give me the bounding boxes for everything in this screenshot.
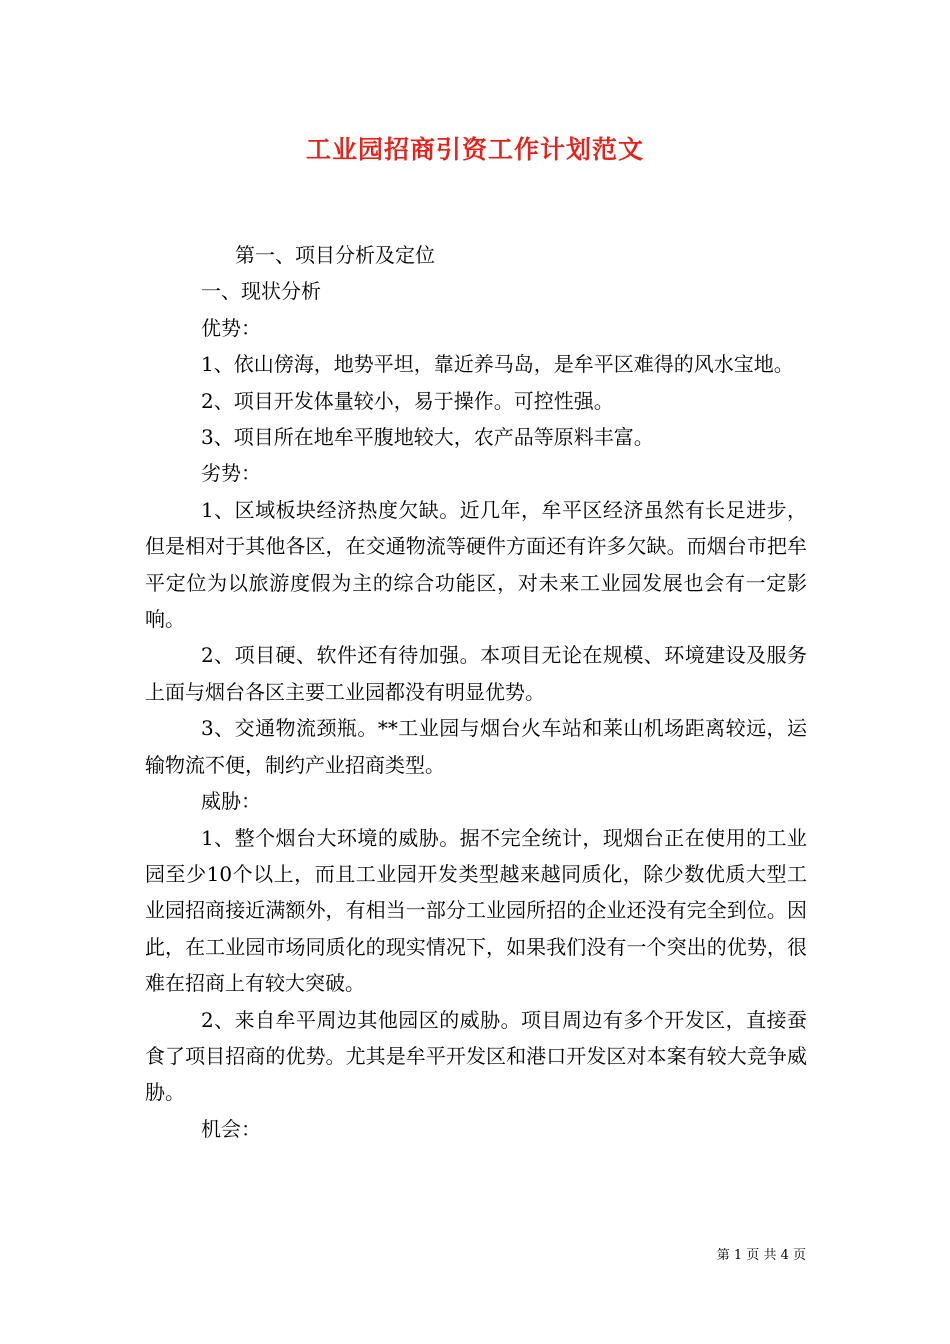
page-number-footer: 第 1 页 共 4 页 — [716, 1248, 806, 1263]
opportunities-heading: 机会： — [201, 1116, 261, 1141]
strengths-heading: 优势： — [201, 315, 261, 340]
subsection-heading: 一、现状分析 — [201, 279, 321, 304]
paragraph: 2、项目开发体量较小，易于操作。可控性强。 — [201, 388, 614, 413]
paragraph: 3、项目所在地牟平腹地较大，农产品等原料丰富。 — [201, 425, 654, 450]
paragraph: 3、交通物流颈瓶。**工业园与烟台火车站和莱山机场距离较远，运输物流不便，制约产业招商类型。 — [145, 716, 807, 777]
weaknesses-heading: 劣势： — [201, 461, 261, 486]
paragraph: 2、项目硬、软件还有待加强。本项目无论在规模、环境建设及服务上面与烟台各区主要工业园都没有明显优势。 — [145, 643, 807, 704]
paragraph: 1、整个烟台大环境的威胁。据不完全统计，现烟台正在使用的工业园至少10个以上，而且工业园开发类型越来越同质化，除少数优质大型工业园招商接近满额外，有相当一部分工业园所招的企业还没有完全到位。因此，在工业园市场同质化的现实情况下，如果我们没有一个突出的优势，很难在招商上有较大突破。 — [145, 825, 807, 996]
paragraph: 1、区域板块经济热度欠缺。近几年，牟平区经济虽然有长足进步，但是相对于其他各区，在交通物流等硬件方面还有许多欠缺。而烟台市把牟平定位为以旅游度假为主的综合功能区，对未来工业园发展也会有一定影响。 — [145, 497, 807, 632]
section-heading: 第一、项目分析及定位 — [235, 243, 435, 267]
paragraph: 1、依山傍海，地势平坦，靠近养马岛，是牟平区难得的风水宝地。 — [201, 352, 794, 377]
paragraph: 2、来自牟平周边其他园区的威胁。项目周边有多个开发区，直接蚕食了项目招商的优势。尤其是牟平开发区和港口开发区对本案有较大竞争威胁。 — [145, 1007, 807, 1105]
document-body — [145, 237, 807, 1147]
document-title: 工业园招商引资工作计划范文 — [305, 135, 644, 164]
threats-heading: 威胁： — [201, 789, 261, 814]
